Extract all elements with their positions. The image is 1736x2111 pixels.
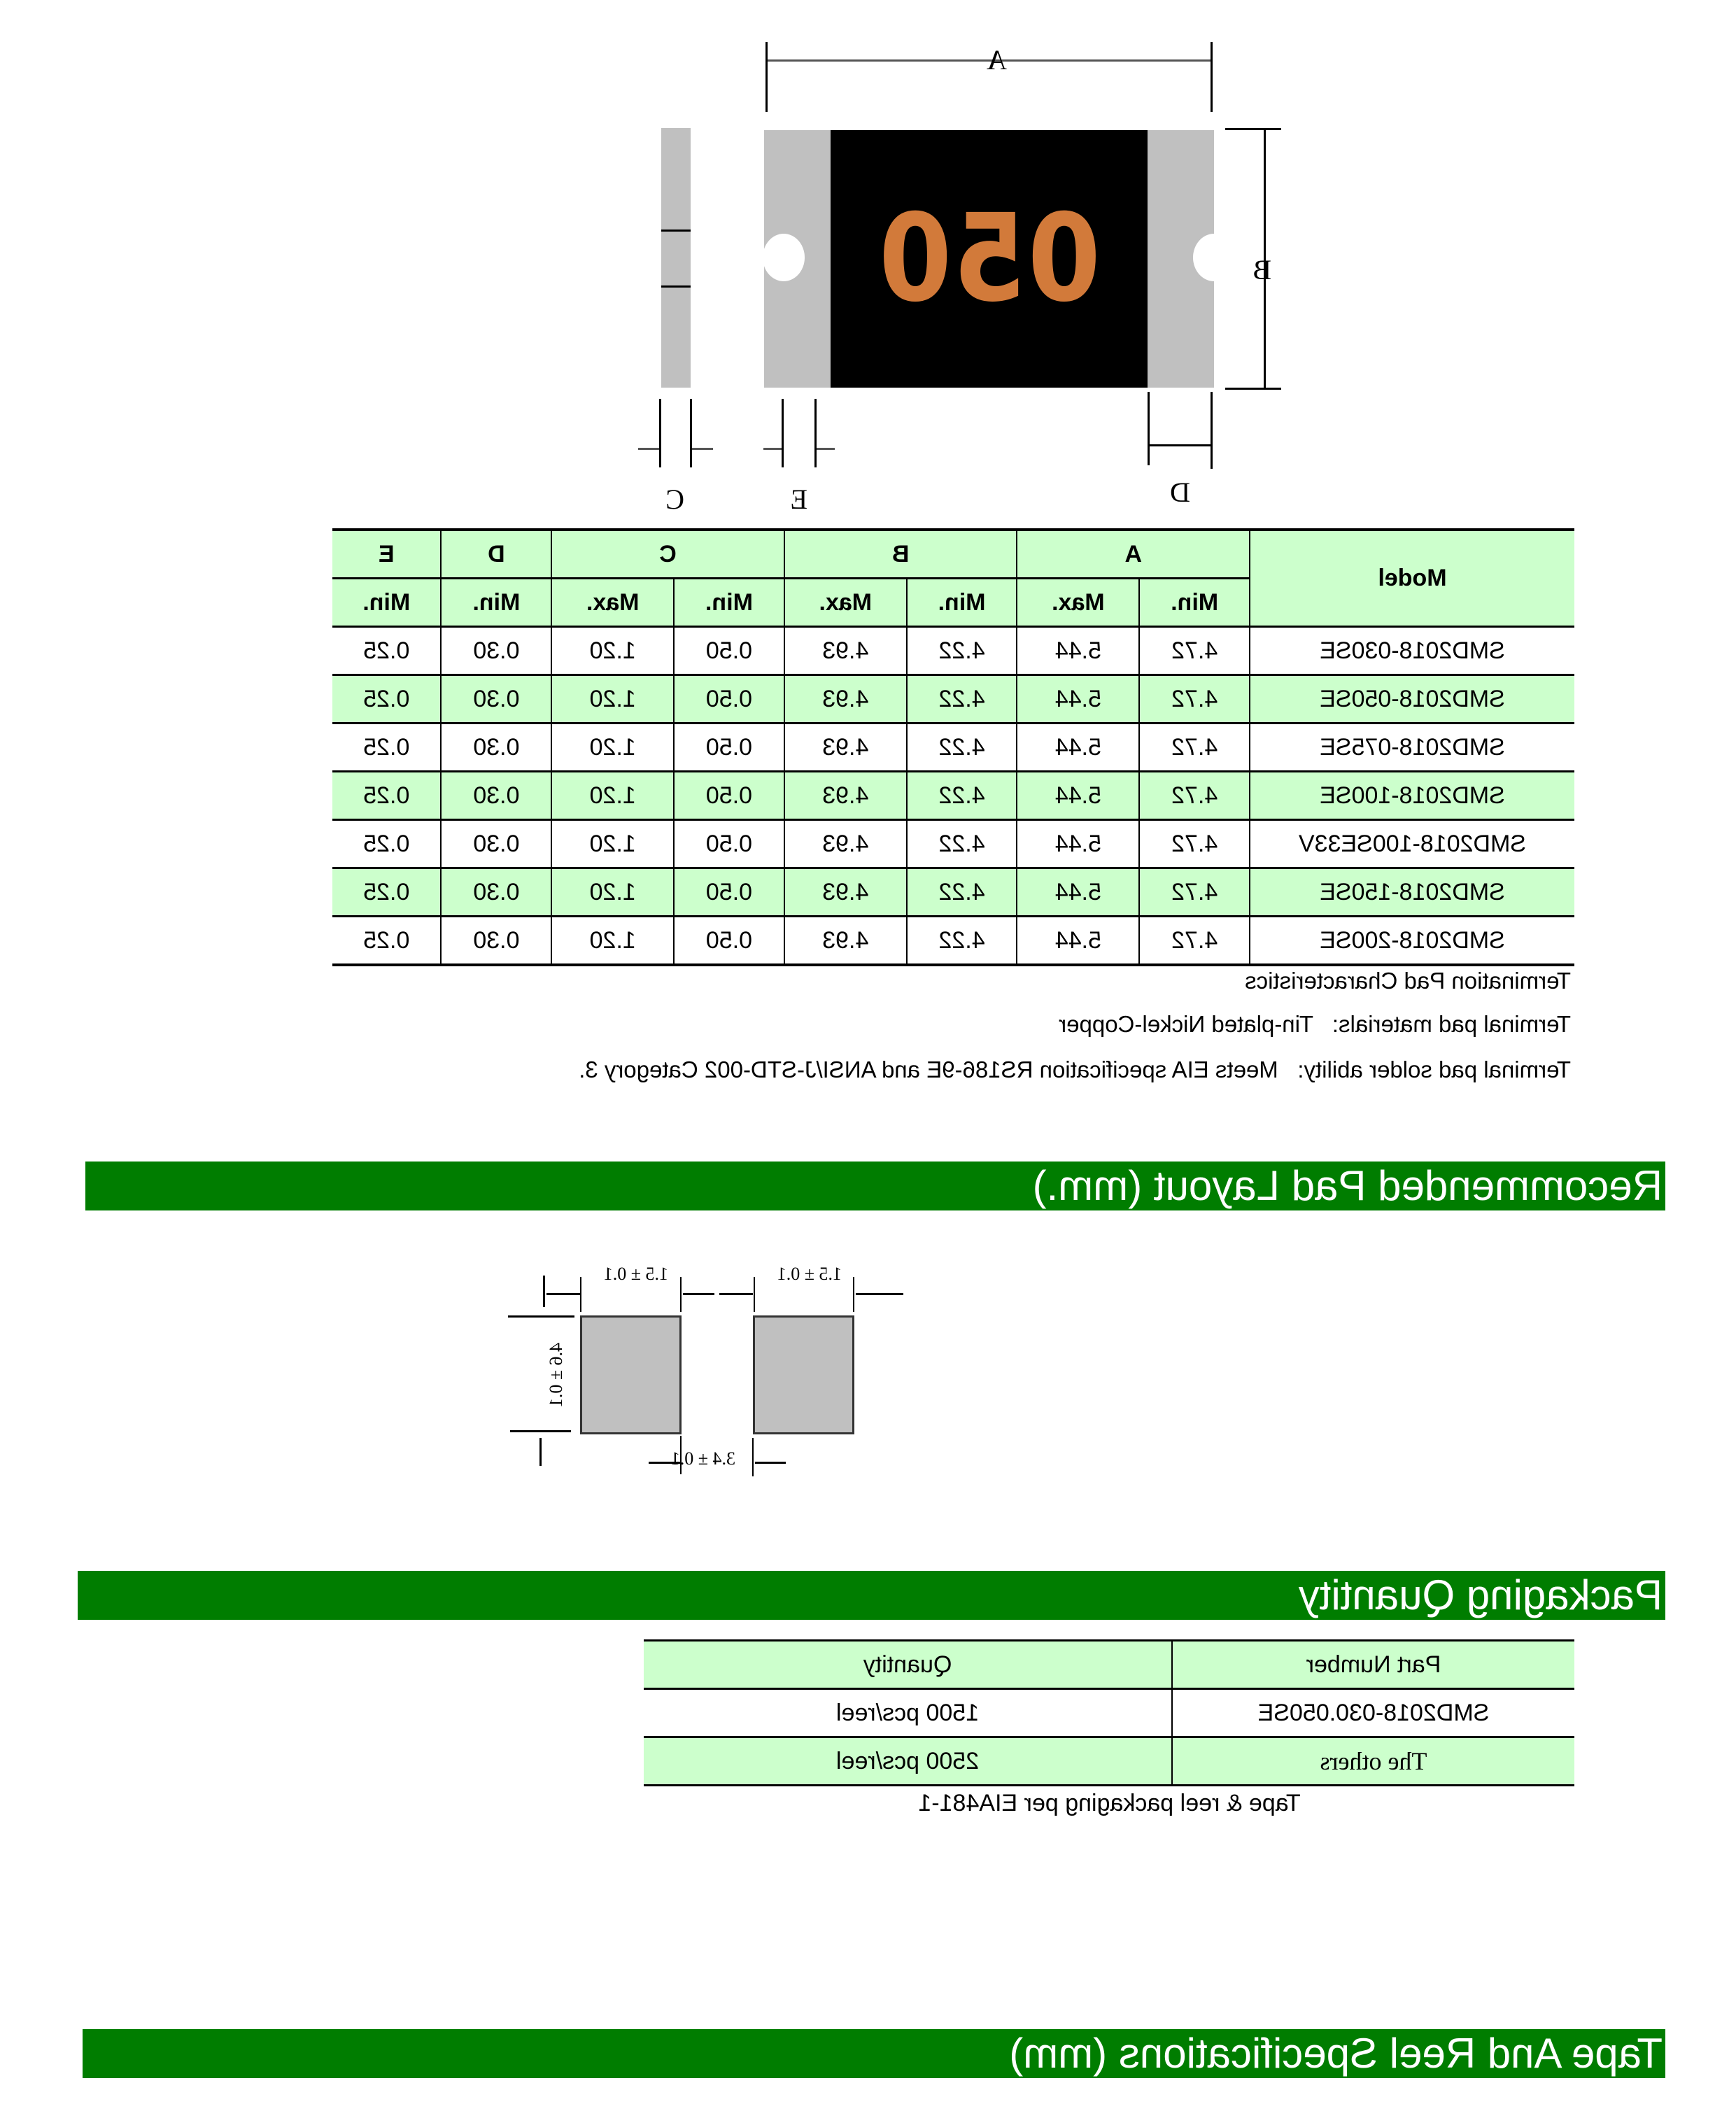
packaging-header-qty: Quantity <box>644 1641 1172 1689</box>
dim-c-label: C <box>665 483 684 515</box>
packaging-qty: 2500 pcs/reel <box>644 1737 1172 1786</box>
terminal-materials-value: Tin-plated Nickel-Copper <box>1059 1011 1313 1037</box>
dim-b-ext-top <box>1225 128 1281 130</box>
dimension-cell: 4.72 <box>1139 820 1250 868</box>
pad-left-ext <box>853 1277 854 1312</box>
section-banner-tape-reel: Tape And Reel Specifications (mm) <box>83 2029 1665 2078</box>
dim-e-arrow-right <box>763 448 782 450</box>
packaging-header-part: Part Number <box>1172 1641 1574 1689</box>
dimension-cell: 1.20 <box>551 627 674 675</box>
pad-left-arrow <box>719 1293 753 1295</box>
packaging-row <box>644 1689 1574 1737</box>
dim-a-ext-right <box>765 42 768 112</box>
pad-height-arrow-top <box>543 1276 545 1307</box>
dim-d-ext-left <box>1211 392 1213 469</box>
model-cell: SMD2018-050SE <box>1250 675 1574 723</box>
dimension-cell: 5.44 <box>1017 868 1139 917</box>
dim-b-label: B <box>1252 254 1271 285</box>
pad-left <box>753 1315 854 1434</box>
dimension-cell: 4.93 <box>784 627 907 675</box>
chip-notch-left <box>1193 234 1235 281</box>
model-cell: SMD2018-100SE <box>1250 772 1574 820</box>
dimension-cell: 1.20 <box>551 868 674 917</box>
terminal-solder-label: Terminal pad solder ability: <box>1297 1057 1571 1082</box>
group-header-b: B <box>784 530 1017 579</box>
section-banner-pad-layout: Recommended Pad Layout (mm.) <box>85 1162 1665 1210</box>
dim-e-label: E <box>790 483 807 515</box>
subheader: Min. <box>674 579 784 627</box>
pad-right-arrow <box>546 1293 580 1295</box>
pad-height-ext-top <box>508 1315 574 1318</box>
dimension-cell: 4.93 <box>784 772 907 820</box>
dim-e-arrow-left <box>817 448 835 450</box>
subheader: Max. <box>551 579 674 627</box>
section-banner-packaging: Packaging Quantity <box>78 1571 1665 1620</box>
dimension-cell: 0.50 <box>674 627 784 675</box>
dimension-cell: 5.44 <box>1017 675 1139 723</box>
spec-table-row <box>332 820 1574 868</box>
dimension-cell: 4.72 <box>1139 723 1250 772</box>
pad-gap-arrow <box>755 1462 786 1464</box>
spec-table-row <box>332 723 1574 772</box>
pad-right <box>580 1315 682 1434</box>
dim-b-ext-bottom <box>1225 388 1281 390</box>
pad-gap-label: 3.4 ± 0.1 <box>670 1448 735 1469</box>
dimension-cell: 4.72 <box>1139 917 1250 966</box>
dim-a-label: A <box>987 44 1007 76</box>
dimension-cell: 0.50 <box>674 675 784 723</box>
terminal-materials-label: Terminal pad materials: <box>1332 1011 1571 1037</box>
packaging-part: The others <box>1172 1737 1574 1786</box>
dimension-cell: 4.22 <box>907 772 1017 820</box>
dim-c-ext-left <box>690 399 692 467</box>
chip-marking: 050 <box>877 188 1101 330</box>
dimension-cell: 0.50 <box>674 820 784 868</box>
dim-d-arrow <box>1150 444 1211 446</box>
dimension-cell: 0.30 <box>442 675 552 723</box>
pad-width-right-label: 1.5 ± 0.1 <box>603 1264 668 1284</box>
chip-notch-right <box>763 234 805 281</box>
subheader: Min. <box>1139 579 1250 627</box>
dimension-cell: 0.50 <box>674 868 784 917</box>
packaging-table <box>644 1639 1574 1786</box>
dimension-cell: 1.20 <box>551 723 674 772</box>
subheader: Min. <box>907 579 1017 627</box>
dimension-cell: 4.72 <box>1139 627 1250 675</box>
dim-c-arrow-left <box>692 448 713 450</box>
dimension-cell: 4.93 <box>784 820 907 868</box>
pad-left-ext <box>754 1277 755 1312</box>
pad-right-ext <box>580 1277 581 1312</box>
terminal-solder-value: Meets EIA specification RS186-9E and ANSI/J-STD-002 Category 3. <box>579 1057 1278 1082</box>
dimension-cell: 0.30 <box>442 627 552 675</box>
dimension-cell: 0.25 <box>332 675 442 723</box>
dimension-cell: 0.50 <box>674 723 784 772</box>
dim-d-label: D <box>1170 476 1190 508</box>
dimension-cell: 0.25 <box>332 772 442 820</box>
dimension-cell: 4.93 <box>784 723 907 772</box>
dimension-cell: 4.72 <box>1139 772 1250 820</box>
dimension-cell: 0.30 <box>442 772 552 820</box>
dimension-cell: 5.44 <box>1017 772 1139 820</box>
dimension-cell: 4.22 <box>907 627 1017 675</box>
dimension-cell: 4.22 <box>907 868 1017 917</box>
dimension-cell: 0.25 <box>332 627 442 675</box>
model-cell: SMD2018-075SE <box>1250 723 1574 772</box>
model-header: Model <box>1250 530 1574 627</box>
group-header-c: C <box>551 530 784 579</box>
model-cell: SMD2018-200SE <box>1250 917 1574 966</box>
dimension-cell: 0.30 <box>442 868 552 917</box>
dimension-cell: 0.25 <box>332 868 442 917</box>
dimension-cell: 0.50 <box>674 772 784 820</box>
dimension-cell: 5.44 <box>1017 820 1139 868</box>
pad-right-arrow <box>683 1293 714 1295</box>
dimension-cell: 0.30 <box>442 917 552 966</box>
packaging-part: SMD2018-030.050SE <box>1172 1689 1574 1737</box>
pad-height-label: 4.6 ± 0.1 <box>545 1342 566 1408</box>
dimension-cell: 5.44 <box>1017 723 1139 772</box>
pad-right-ext <box>680 1277 682 1312</box>
terminal-materials <box>1059 1011 1571 1038</box>
dimension-cell: 0.30 <box>442 723 552 772</box>
dimension-cell: 0.50 <box>674 917 784 966</box>
dim-a-ext-left <box>1211 42 1213 112</box>
dimension-cell: 4.72 <box>1139 675 1250 723</box>
dimension-spec-table <box>332 528 1574 966</box>
pad-left-arrow <box>856 1293 903 1295</box>
dimension-cell: 5.44 <box>1017 917 1139 966</box>
dim-e-ext-left <box>814 399 817 467</box>
dimension-cell: 1.20 <box>551 675 674 723</box>
dim-d-ext-right <box>1148 392 1150 465</box>
dimension-cell: 4.72 <box>1139 868 1250 917</box>
spec-table-row <box>332 868 1574 917</box>
group-header-e: E <box>332 530 442 579</box>
dim-e-ext-right <box>782 399 784 467</box>
packaging-qty: 1500 pcs/reel <box>835 1699 980 1726</box>
termination-title: Termination Pad Characteristics <box>1245 968 1571 994</box>
dimension-cell: 1.20 <box>551 917 674 966</box>
chip-body <box>831 130 1148 388</box>
dim-c-arrow-right <box>638 448 659 450</box>
pad-height-arrow-bottom <box>539 1438 542 1466</box>
dimension-cell: 0.25 <box>332 820 442 868</box>
dimension-cell: 0.25 <box>332 723 442 772</box>
pad-height-ext-bottom <box>510 1430 571 1432</box>
dimension-cell: 4.93 <box>784 868 907 917</box>
packaging-footnote: Tape & reel packaging per EIA481-1 <box>918 1790 1301 1816</box>
chip-side-view <box>661 128 691 388</box>
spec-table-row <box>332 772 1574 820</box>
model-cell: SMD2018-150SE <box>1250 868 1574 917</box>
group-header-d: D <box>442 530 552 579</box>
terminal-solder <box>579 1057 1571 1083</box>
dimension-cell: 1.20 <box>551 772 674 820</box>
spec-table-row <box>332 627 1574 675</box>
spec-table-row <box>332 675 1574 723</box>
dimension-cell: 4.22 <box>907 917 1017 966</box>
group-header-a: A <box>1017 530 1250 579</box>
spec-table-body <box>332 627 1574 966</box>
side-view-mark <box>661 230 691 232</box>
pad-gap-ext-left <box>752 1438 754 1476</box>
dimension-cell: 4.22 <box>907 820 1017 868</box>
model-cell: SMD2018-030SE <box>1250 627 1574 675</box>
dimension-cell: 0.25 <box>332 917 442 966</box>
dimension-cell: 5.44 <box>1017 627 1139 675</box>
dimension-cell: 4.22 <box>907 723 1017 772</box>
subheader: Min. <box>332 579 442 627</box>
spec-table-row <box>332 917 1574 966</box>
pad-width-left-label: 1.5 ± 0.1 <box>777 1264 842 1284</box>
dimension-cell: 0.30 <box>442 820 552 868</box>
dim-c-ext-right <box>659 399 661 467</box>
packaging-row <box>644 1737 1574 1786</box>
dimension-cell: 4.93 <box>784 917 907 966</box>
dimension-cell: 4.93 <box>784 675 907 723</box>
dimension-cell: 1.20 <box>551 820 674 868</box>
subheader: Max. <box>1017 579 1139 627</box>
model-cell: SMD2018-100SE33V <box>1250 820 1574 868</box>
subheader: Min. <box>442 579 552 627</box>
subheader: Max. <box>784 579 907 627</box>
side-view-mark <box>661 285 691 288</box>
dimension-cell: 4.22 <box>907 675 1017 723</box>
